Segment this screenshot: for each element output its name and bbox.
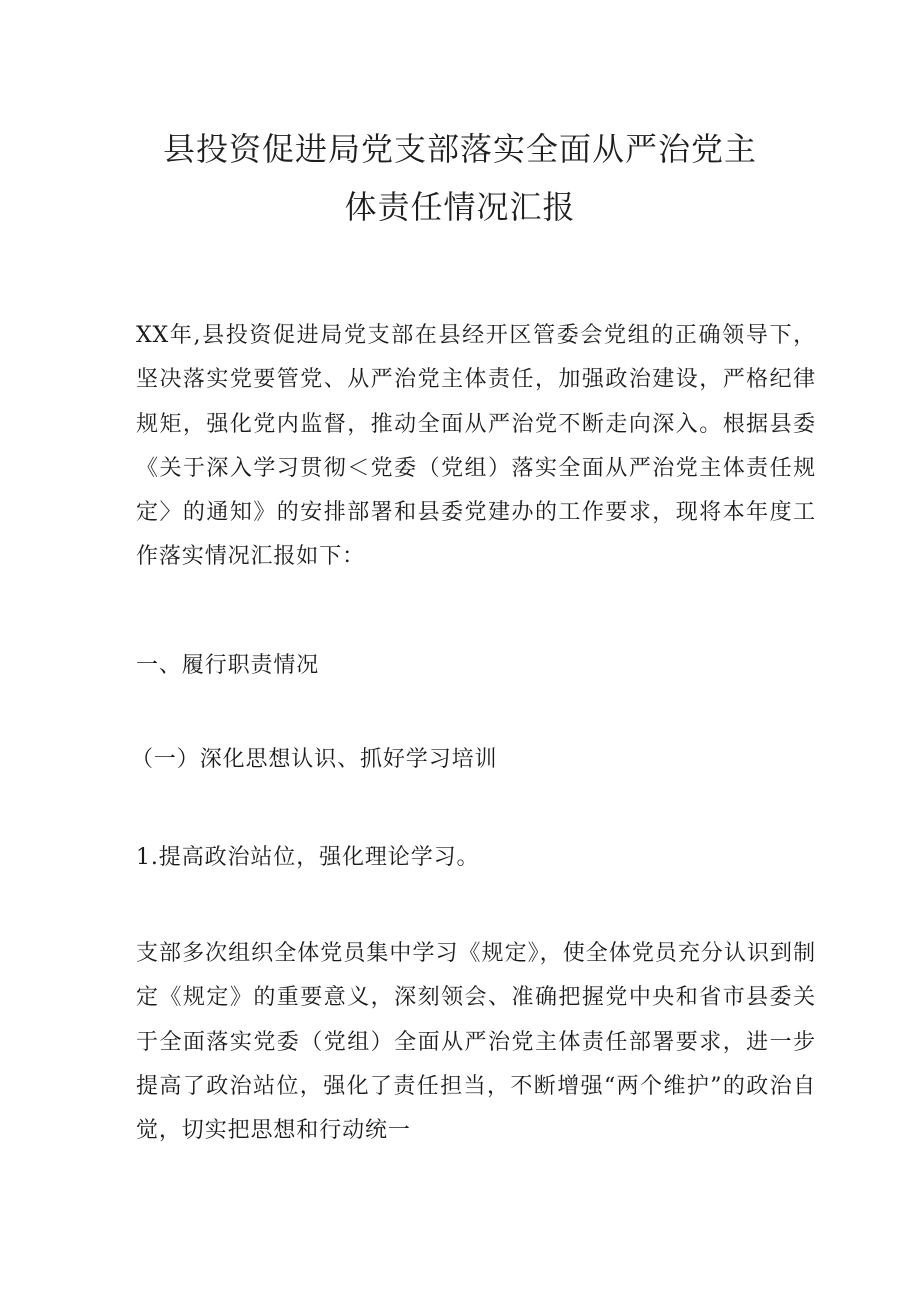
subsection-heading: （一）深化思想认识、抓好学习培训 xyxy=(131,747,498,772)
document-title-line-2: 体责任情况汇报 xyxy=(344,188,576,226)
intro-paragraph: XX年,县投资促进局党支部在县经开区管委会党组的正确领导下，坚决落实党要管党、从严治党主体责任，加强政治建设，严格纪律规矩，强化党内监督，推动全面从严治党不断走向深入。根据县委《关于深入学习贯彻＜党委（党组）落实全面从严治党主体责任规定〉的通知》的安排部署和县委党建办的工作要求，现将本年度工作落实情况汇报如下： xyxy=(136,323,816,570)
document-title-line-1: 县投资促进局党支部落实全面从严治党主 xyxy=(162,130,757,168)
section-heading: 一、履行职责情况 xyxy=(136,653,320,678)
body-paragraph: 支部多次组织全体党员集中学习《规定》，使全体党员充分认识到制定《规定》的重要意义，深刻领会、准确把握党中央和省市县委关于全面落实党委（党组）全面从严治党主体责任部署要求，进一步提高了政治站位，强化了责任担当，不断增强“两个维护”的政治自觉，切实把思想和行动统一 xyxy=(136,941,816,1144)
item-heading: 1.提高政治站位，强化理论学习。 xyxy=(136,845,480,870)
